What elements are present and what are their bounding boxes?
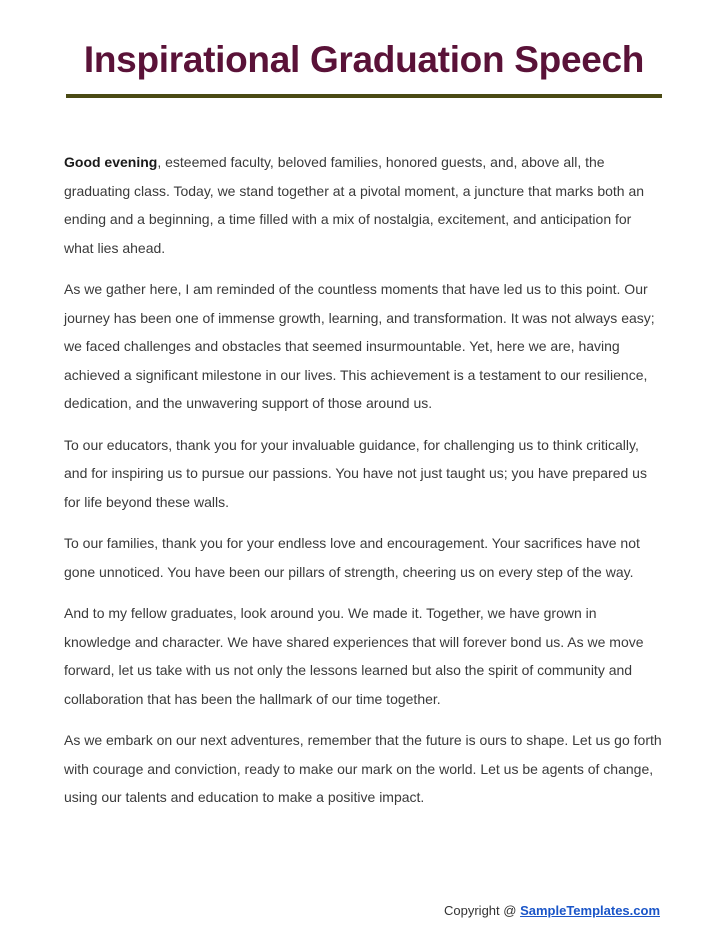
page-title: Inspirational Graduation Speech	[83, 39, 645, 80]
paragraph-6: As we embark on our next adventures, remember that the future is ours to shape. Let us go forth with courage and conviction, ready to make our mark on the world. Let us be agents of change, using our talents and education to make a positive impact.	[64, 732, 662, 805]
paragraph-1	[64, 148, 664, 262]
paragraph-5: And to my fellow graduates, look around you. We made it. Together, we have grown in knowledge and character. We have shared experiences that will forever bond us. As we move forward, let us take with us not only the lessons learned but also the spirit of community and collaboration that has been the hallmark of our time together.	[64, 605, 644, 707]
paragraph-2: As we gather here, I am reminded of the countless moments that have led us to this point. Our journey has been one of immense growth, learning, and transformation. It was not always easy; we faced challenges and obstacles that seemed insurmountable. Yet, here we are, having achieved a significant milestone in our lives. This achievement is a testament to our resilience, dedication, and the unwavering support of those around us.	[64, 281, 655, 411]
paragraph-3: To our educators, thank you for your invaluable guidance, for challenging us to think critically, and for inspiring us to pursue our passions. You have not just taught us; you have prepared us for life beyond these walls.	[64, 436, 647, 510]
title-divider	[66, 94, 662, 98]
copyright-prefix: Copyright @	[444, 903, 517, 918]
speech-body	[64, 148, 664, 825]
paragraph-1-text: , esteemed faculty, beloved families, honored guests, and, above all, the graduating class. Today, we stand together at a pivotal moment, a juncture that marks both an ending and a beginning, a time filled with a mix of nostalgia, excitement, and anticipation for what lies ahead.	[64, 154, 645, 256]
greeting-lead: Good evening	[64, 154, 158, 170]
sampletemplates-link[interactable]: SampleTemplates.com	[520, 903, 660, 918]
paragraph-4: To our families, thank you for your endless love and encouragement. Your sacrifices have not gone unnoticed. You have been our pillars of strength, cheering us on every step of the way.	[64, 535, 640, 580]
copyright-footer	[444, 902, 660, 920]
